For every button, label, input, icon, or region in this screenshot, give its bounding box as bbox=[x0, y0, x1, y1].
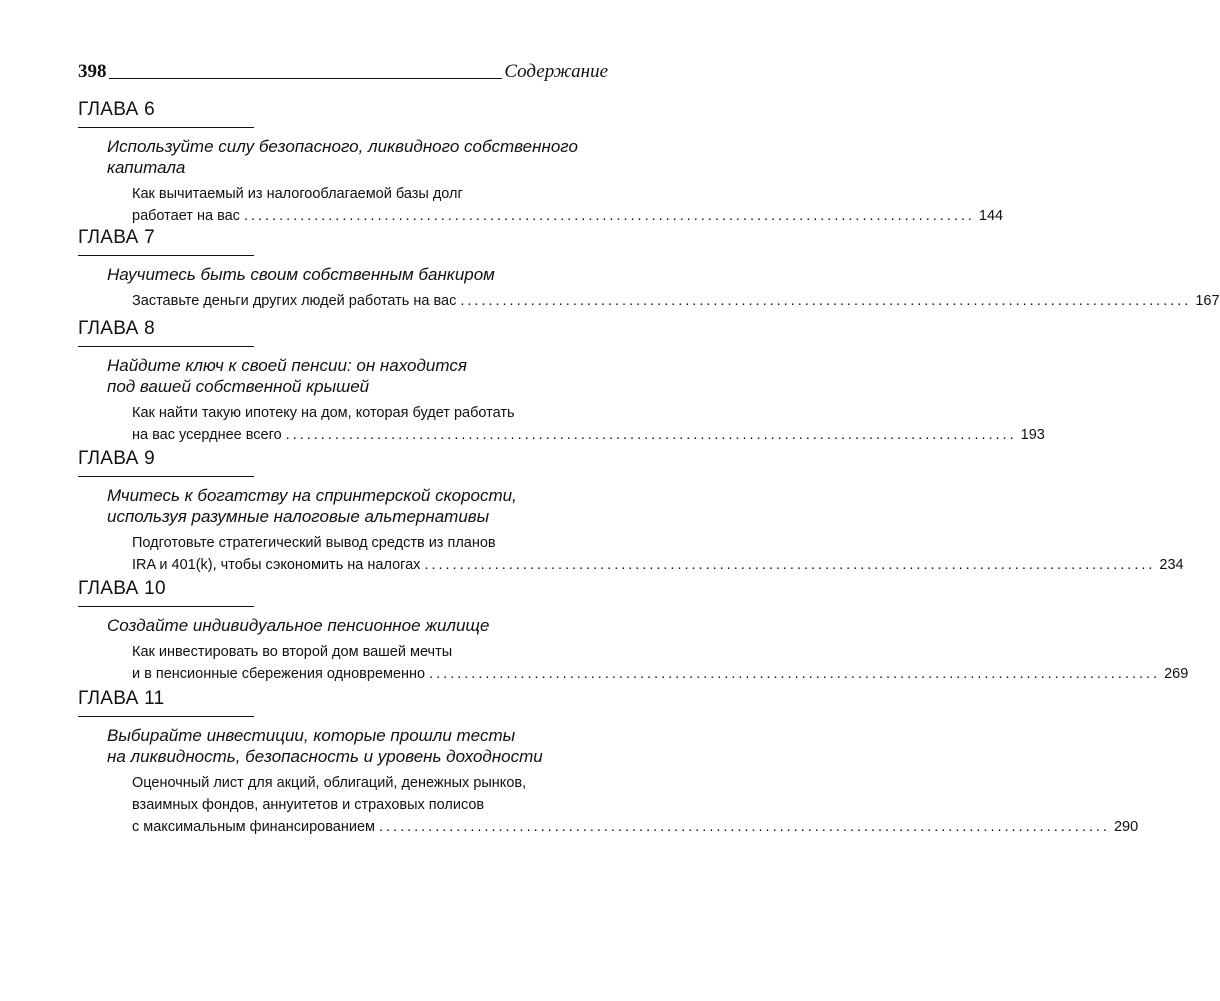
toc-entry[interactable] bbox=[132, 772, 1139, 838]
dot-leader: ........................................................................................................ bbox=[460, 293, 1192, 309]
page-header bbox=[78, 56, 608, 82]
toc-entry[interactable] bbox=[132, 183, 1004, 227]
entry-text-line: Оценочный лист для акций, облигаций, денежных рынков, bbox=[132, 775, 527, 791]
entry-text-line: на вас усерднее всего bbox=[132, 427, 282, 443]
toc-entry[interactable] bbox=[132, 402, 1045, 446]
entry-page-number: 269 bbox=[1164, 666, 1189, 682]
chapter-title bbox=[107, 615, 608, 636]
dot-leader: ........................................................................................................ bbox=[378, 819, 1110, 835]
entry-text-line: и в пенсионные сбережения одновременно bbox=[132, 666, 426, 682]
entry-text-line: Заставьте деньги других людей работать на вас bbox=[132, 293, 457, 309]
toc-entry[interactable] bbox=[132, 290, 1220, 312]
chapter-title bbox=[107, 725, 608, 767]
chapter-8 bbox=[78, 318, 1045, 446]
entry-page-number: 193 bbox=[1020, 427, 1045, 443]
chapter-11 bbox=[78, 688, 1139, 838]
chapter-9 bbox=[78, 448, 1184, 576]
running-title: Содержание bbox=[504, 61, 608, 82]
chapter-title-line: на ликвидность, безопасность и уровень доходности bbox=[107, 747, 543, 766]
entry-text-line: работает на вас bbox=[132, 208, 240, 224]
chapter-title-line: используя разумные налоговые альтернативы bbox=[107, 507, 490, 526]
chapter-label: ГЛАВА 11 bbox=[78, 688, 254, 717]
chapter-title-line: Выбирайте инвестиции, которые прошли тесты bbox=[107, 726, 516, 745]
chapter-title-line: капитала bbox=[107, 158, 186, 177]
chapter-label: ГЛАВА 9 bbox=[78, 448, 254, 477]
chapter-title-line: Создайте индивидуальное пенсионное жилище bbox=[107, 616, 490, 635]
chapter-title bbox=[107, 136, 608, 178]
entry-text-line: Как найти такую ипотеку на дом, которая будет работать bbox=[132, 405, 515, 421]
dot-leader: ........................................................................................................ bbox=[243, 208, 975, 224]
chapter-10 bbox=[78, 578, 1189, 685]
page-number: 398 bbox=[78, 61, 107, 82]
entry-text-line: Как вычитаемый из налогооблагаемой базы долг bbox=[132, 186, 463, 202]
dot-leader: ........................................................................................................ bbox=[285, 427, 1017, 443]
dot-leader: ........................................................................................................ bbox=[424, 557, 1156, 573]
chapter-title-line: Найдите ключ к своей пенсии: он находится bbox=[107, 356, 467, 375]
entry-page-number: 167 bbox=[1195, 293, 1220, 309]
chapter-label: ГЛАВА 8 bbox=[78, 318, 254, 347]
entry-text-line: с максимальным финансированием bbox=[132, 819, 375, 835]
chapter-title-line: под вашей собственной крышей bbox=[107, 377, 370, 396]
entry-text-line: Как инвестировать во второй дом вашей мечты bbox=[132, 644, 453, 660]
chapter-title bbox=[107, 485, 608, 527]
entry-text-line: IRA и 401(k), чтобы сэкономить на налогах bbox=[132, 557, 421, 573]
chapter-label: ГЛАВА 6 bbox=[78, 99, 254, 128]
chapter-label: ГЛАВА 7 bbox=[78, 227, 254, 256]
chapter-title bbox=[107, 355, 608, 397]
entry-page-number: 290 bbox=[1113, 819, 1139, 835]
header-rule bbox=[109, 78, 503, 79]
entry-text-line: взаимных фондов, аннуитетов и страховых полисов bbox=[132, 797, 485, 813]
toc-entry[interactable] bbox=[132, 532, 1184, 576]
chapter-title-line: Научитесь быть своим собственным банкиром bbox=[107, 265, 495, 284]
chapter-7 bbox=[78, 227, 1220, 312]
toc-entry[interactable] bbox=[132, 641, 1189, 685]
chapter-6 bbox=[78, 99, 1004, 227]
entry-page-number: 144 bbox=[978, 208, 1004, 224]
chapter-title bbox=[107, 264, 608, 285]
chapter-label: ГЛАВА 10 bbox=[78, 578, 254, 607]
chapter-title-line: Мчитесь к богатству на спринтерской скорости, bbox=[107, 486, 517, 505]
dot-leader: ........................................................................................................ bbox=[429, 666, 1161, 682]
entry-page-number: 234 bbox=[1159, 557, 1184, 573]
entry-text-line: Подготовьте стратегический вывод средств из планов bbox=[132, 535, 496, 551]
chapter-title-line: Используйте силу безопасного, ликвидного собственного bbox=[107, 137, 578, 156]
